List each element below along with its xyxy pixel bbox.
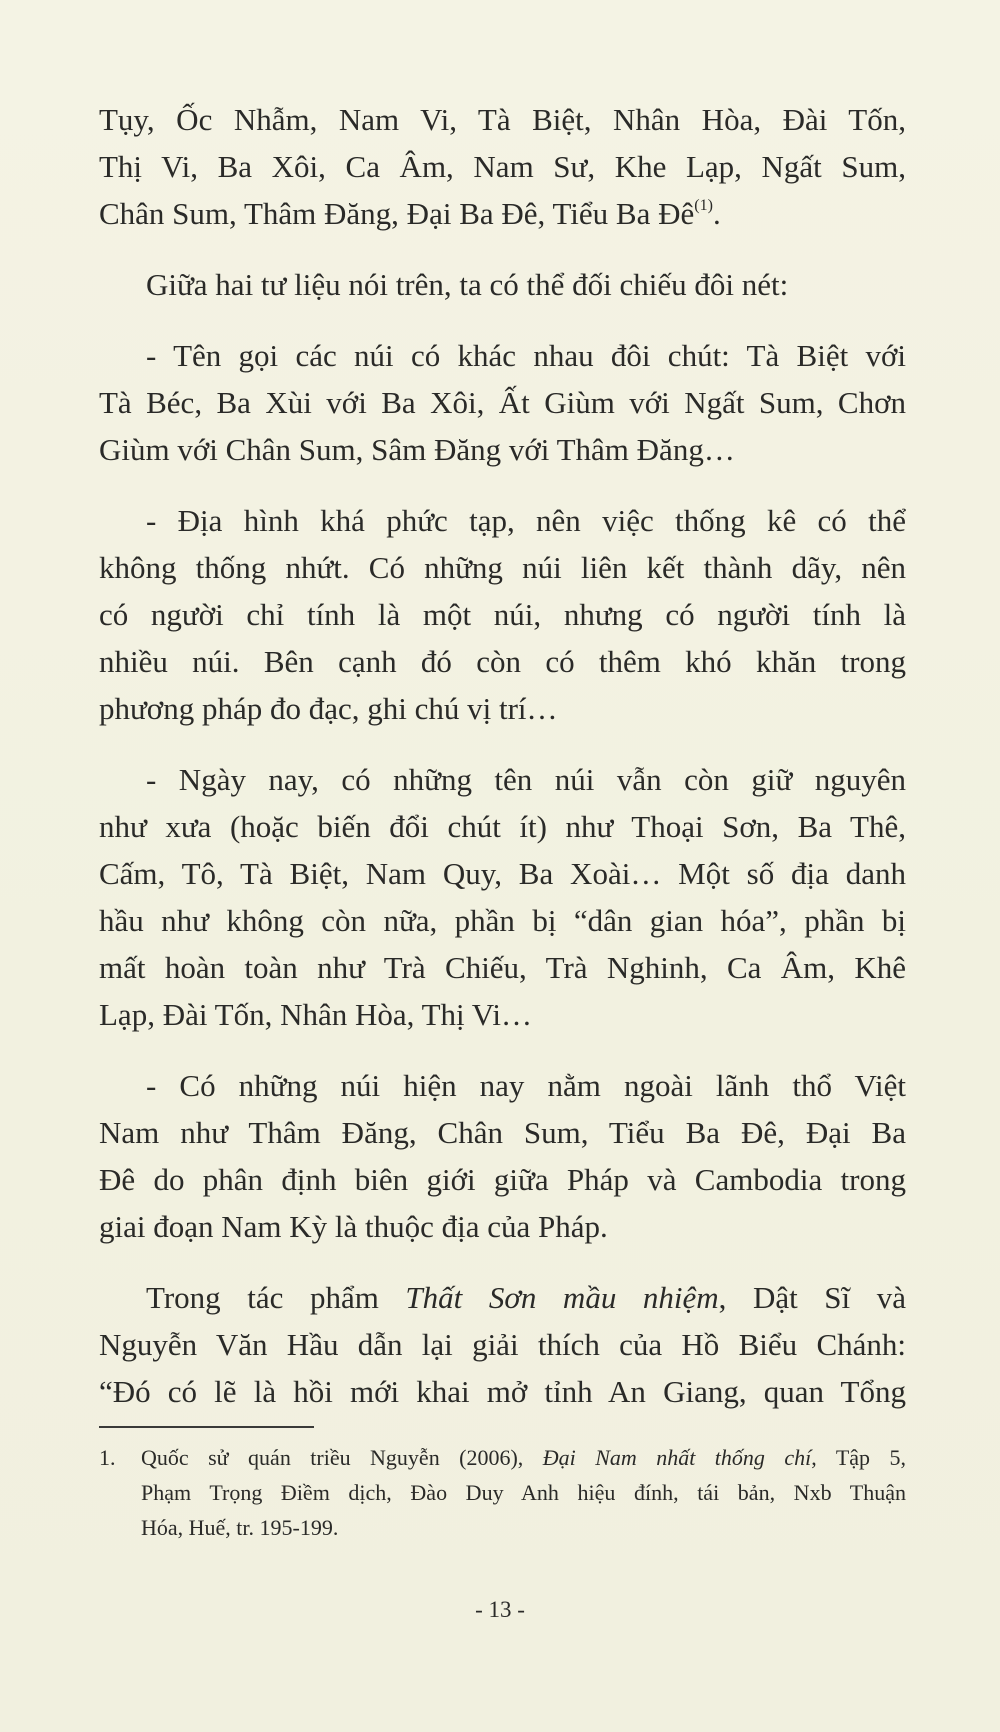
book-title: Thất Sơn mầu nhiệm <box>405 1280 719 1315</box>
footnote-line: Phạm Trọng Điềm dịch, Đào Duy Anh hiệu đính, tái bản, Nxb Thuận <box>141 1480 906 1505</box>
text-line: giai đoạn Nam Kỳ là thuộc địa của Pháp. <box>99 1209 608 1244</box>
text-line: phương pháp đo đạc, ghi chú vị trí… <box>99 691 558 726</box>
text-line: Thị Vi, Ba Xôi, Ca Âm, Nam Sư, Khe Lạp, Ngất Sum, <box>99 149 906 184</box>
text-line: như xưa (hoặc biến đổi chút ít) như Thoại Sơn, Ba Thê, <box>99 809 906 844</box>
footnote-line: Hóa, Huế, tr. 195-199. <box>141 1515 339 1540</box>
text-span: Trong tác phẩm <box>146 1280 406 1315</box>
text-span: Chân Sum, Thâm Đăng, Đại Ba Đê, Tiểu Ba Đê <box>99 196 695 231</box>
paragraph-3 <box>99 332 906 473</box>
paragraph-4 <box>99 497 906 732</box>
text-line: - Địa hình khá phức tạp, nên việc thống kê có thể <box>146 503 906 538</box>
text-line: Tụy, Ốc Nhẫm, Nam Vi, Tà Biệt, Nhân Hòa, Đài Tốn, <box>99 102 906 137</box>
footnote-reference[interactable]: (1) <box>694 197 713 214</box>
paragraph-2 <box>99 261 906 308</box>
text-span: Quốc sử quán triều Nguyễn (2006), <box>141 1445 543 1470</box>
text-line: “Đó có lẽ là hồi mới khai mở tỉnh An Giang, quan Tổng <box>99 1374 906 1409</box>
footnote-line <box>141 1440 906 1475</box>
text-line: Giùm với Chân Sum, Sâm Đăng với Thâm Đăng… <box>99 432 735 467</box>
text-line <box>99 1274 906 1321</box>
footnote-text <box>141 1440 906 1545</box>
paragraph-7 <box>99 1274 906 1415</box>
text-line: Đê do phân định biên giới giữa Pháp và Cambodia trong <box>99 1162 906 1197</box>
book-title: Đại Nam nhất thống chí <box>542 1445 812 1470</box>
text-span: . <box>712 196 721 231</box>
footnote-separator <box>99 1426 314 1428</box>
text-line: Nam như Thâm Đăng, Chân Sum, Tiểu Ba Đê, Đại Ba <box>99 1115 906 1150</box>
paragraph-1 <box>99 96 906 237</box>
footnote-number: 1. <box>99 1445 116 1470</box>
footnote <box>99 1440 906 1545</box>
text-line: - Có những núi hiện nay nằm ngoài lãnh thổ Việt <box>146 1068 906 1103</box>
text-line: mất hoàn toàn như Trà Chiếu, Trà Nghinh, Ca Âm, Khê <box>99 950 906 985</box>
body-text <box>99 96 906 1415</box>
text-span: , Tập 5, <box>811 1445 906 1470</box>
text-line <box>99 190 906 237</box>
text-line: - Tên gọi các núi có khác nhau đôi chút: Tà Biệt với <box>146 338 906 373</box>
text-span: , Dật Sĩ và <box>718 1280 906 1315</box>
paragraph-5 <box>99 756 906 1038</box>
text-line: Lạp, Đài Tốn, Nhân Hòa, Thị Vi… <box>99 997 532 1032</box>
text-line: Cấm, Tô, Tà Biệt, Nam Quy, Ba Xoài… Một số địa danh <box>99 856 906 891</box>
text-line: Nguyễn Văn Hầu dẫn lại giải thích của Hồ Biểu Chánh: <box>99 1327 906 1362</box>
text-line: Tà Béc, Ba Xùi với Ba Xôi, Ất Giùm với Ngất Sum, Chơn <box>99 385 906 420</box>
text-line: có người chỉ tính là một núi, nhưng có người tính là <box>99 597 906 632</box>
page-number: - 13 - <box>475 1597 525 1622</box>
text-line: - Ngày nay, có những tên núi vẫn còn giữ nguyên <box>146 762 906 797</box>
text-line: không thống nhứt. Có những núi liên kết thành dãy, nên <box>99 550 906 585</box>
text-line: Giữa hai tư liệu nói trên, ta có thể đối chiếu đôi nét: <box>146 267 789 302</box>
text-line: nhiều núi. Bên cạnh đó còn có thêm khó khăn trong <box>99 644 906 679</box>
paragraph-6 <box>99 1062 906 1250</box>
text-line: hầu như không còn nữa, phần bị “dân gian hóa”, phần bị <box>99 903 906 938</box>
